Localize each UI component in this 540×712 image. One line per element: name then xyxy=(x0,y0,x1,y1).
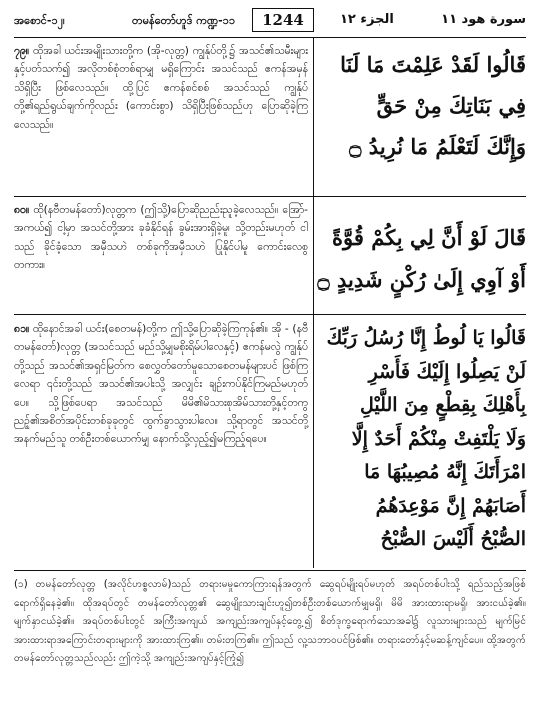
verse-number: ၇၉။ xyxy=(14,45,30,57)
verse-80 xyxy=(14,201,526,313)
page-header xyxy=(14,6,526,32)
footnote-rule xyxy=(14,570,526,571)
verse-number: ၈၀။ xyxy=(14,204,30,216)
arabic-line: لَنْ يَصِلُوا إِلَيْكَ فَأَسْرِ xyxy=(368,360,526,383)
footnote: (၁) တမန်တော်လုတ္တ (အလိုင်ဟစ္စလာမ်)သည် တရားမမှုကောကြားရန်အတွက် ဆွေရပ်မျိုးရပ်မဟုတ် အရပ်တစ်ပါးသို့ ရည်သည့်အဖြစ် ရောက်ရှိနေခဲ့၏။ ထိုအရပ်တွင် တမန်တော်လုတ္တ၏ ဆွေမျိုးသားချင်းဟူ၍တစ်ဦးတစ်ယောက်မျှမရှိ၊ မိမိ အားထားရာမရှိ၊ အားငယ်ခဲ့၏။ မျက်နှာငယ်ခဲ့၏။ အရပ်တစ်ပါးတွင် အကြီးအကျယ် အကျည်းအကျပ်နှင့်တွေ့၍ စိတ်ဒုက္ခရောက်သောအခါ၌ လူသားများသည် မျက်မြင်အားထားရာအကြောင်းတရားများကို အားထားကြ၏။ တမ်းတကြ၏။ ဤသည် လူ့သဘာဝပင်ဖြစ်၏။ တရားတော်နှင့်မဆန့်ကျင်ပေ။ ထို့အတွက် တမန်တော်လုတ္တသည်လည်း ဤကဲ့သို့ အကျည်းအကျပ်နှင့်ကြုံ၍ xyxy=(14,579,526,665)
verse-number: ၈၁။ xyxy=(14,323,30,335)
header-rule xyxy=(14,37,526,38)
verse-translation xyxy=(14,42,308,134)
arabic-line: وَلَا يَلْتَفِتْ مِنْكُمْ أَحَدٌ إِلَّا xyxy=(351,427,526,450)
volume-label: အစောင်-၁၂၊ xyxy=(14,14,65,27)
arabic-line: قَالَ لَوْ أَنَّ لِي بِكُمْ قُوَّةً xyxy=(332,225,526,250)
verse-81 xyxy=(14,320,526,566)
section-title: တမန်တော်ဟူဒ် ကဏ္ဍ-၁၁ xyxy=(132,14,236,27)
arabic-line: فِي بَنَاتِكَ مِنْ حَقٍّ xyxy=(376,93,526,118)
verse-translation xyxy=(14,201,308,275)
surah-label: سورة هود ١١ xyxy=(441,12,526,27)
verse-translation xyxy=(14,320,308,449)
translation-text: ထို(နဗီတမန်တော်)လုတ္တက (ဤသို့)ပြောဆိုညည်းညူခဲ့လေသည်။ အြော်-အကယ်၍ ငါ့မှာ အသင်တို့အား ခုခံနိုင်ရန် ခွမ်းအားရှိခဲ့မူ၊ သို့တည်းမဟုတ် ငါသည် ခိုင်ခံ့သော အမှီသဟဲ တစ်ခုကိုအမှီသဟဲ ပြုနိုင်ပါမူ ကောင်းလေစွတကား။ xyxy=(14,204,308,272)
arabic-line: قَالُوا يَا لُوطُ إِنَّا رُسُلُ رَبِّكَ xyxy=(326,327,526,349)
arabic-line: أَصَابَهُمْ إِنَّ مَوْعِدَهُمُ xyxy=(375,494,526,517)
juz-label: الجزء ١٢ xyxy=(340,12,394,27)
translation-text: ထိုအခါ ယင်းအမျိုးသားတို့က (အို-လုတ္တ) ကျွန်ုပ်တို့၌ အသင်၏သမီးများနှင့်ပတ်သက်၍ အလိုတစ်စုံတစ်ရာမျှ မရှိကြောင်း အသင်သည် ဧကန်အမှန်သိရှိပြီး ဖြစ်လေသည်။ ထို့ပြင် ဧကန်စင်စစ် အသင်သည် ကျွန်ုပ်တို့၏ရည်ရွယ်ချက်ကိုလည်း (ကောင်းစွာ) သိရှိပြီးဖြစ်သည်ဟု ပြောဆိုခဲ့ကြလေသည်။ xyxy=(14,45,308,131)
verse-79 xyxy=(14,42,526,194)
arabic-line: امْرَأَتَكَ إِنَّهُ مُصِيبُهَا مَا xyxy=(364,461,526,483)
translation-text: ထိုနောင်အခါ ယင်း(စေတမန်)တို့က ဤသို့ပြောဆိုခဲ့ကြကုန်၏။ အို - (နဗီတမန်တော်)လုတ္တ (အသင်သည် မည်သို့မျှမစိုးရိမ်ပါလေနှင့်) ဧကန်မလွဲ ကျွန်ုပ်တို့သည် အသင်၏အရှင်မြတ်က စေလွှတ်တော်မူသောစေတမန်များပင် ဖြစ်ကြလေရာ ၎င်းတို့သည် အသင်၏အပါးသို့ အလျှင်း ချဉ်းကပ်နိုင်ကြမည်မဟုတ်ပေ။ သို့ဖြစ်ပေရာ အသင်သည် မိမိ၏မိသားစုအိမ်သားတို့နှင့်တကွ ညဉ့်၏အစိတ်အပိုင်းတစ်ခုခုတွင် ထွက်ခွာသွားပါလေ။ သို့ရာတွင် အသင်တို့အနက်မည်သူ တစ်ဦးတစ်ယောက်မျှ နောက်သို့လှည့်၍မကြည့်ရပေ။ xyxy=(14,323,308,446)
section-divider xyxy=(14,314,526,315)
page-number: 1244 xyxy=(252,8,314,32)
arabic-verse xyxy=(316,44,526,167)
arabic-line: بِأَهْلِكَ بِقِطْعٍ مِنَ اللَّيْلِ xyxy=(360,394,526,416)
arabic-line: الصُّبْحُ أَلَيْسَ الصُّبْحُ xyxy=(380,528,526,550)
arabic-verse xyxy=(316,322,526,557)
arabic-verse xyxy=(316,217,526,301)
arabic-line: أَوْ آوِي إِلَىٰ رُكْنٍ شَدِيدٍ ۝ xyxy=(317,267,526,292)
arabic-line: وَإِنَّكَ لَتَعْلَمُ مَا نُرِيدُ ۝ xyxy=(349,134,526,159)
arabic-line: قَالُوا لَقَدْ عَلِمْتَ مَا لَنَا xyxy=(340,52,526,77)
section-divider xyxy=(14,196,526,197)
